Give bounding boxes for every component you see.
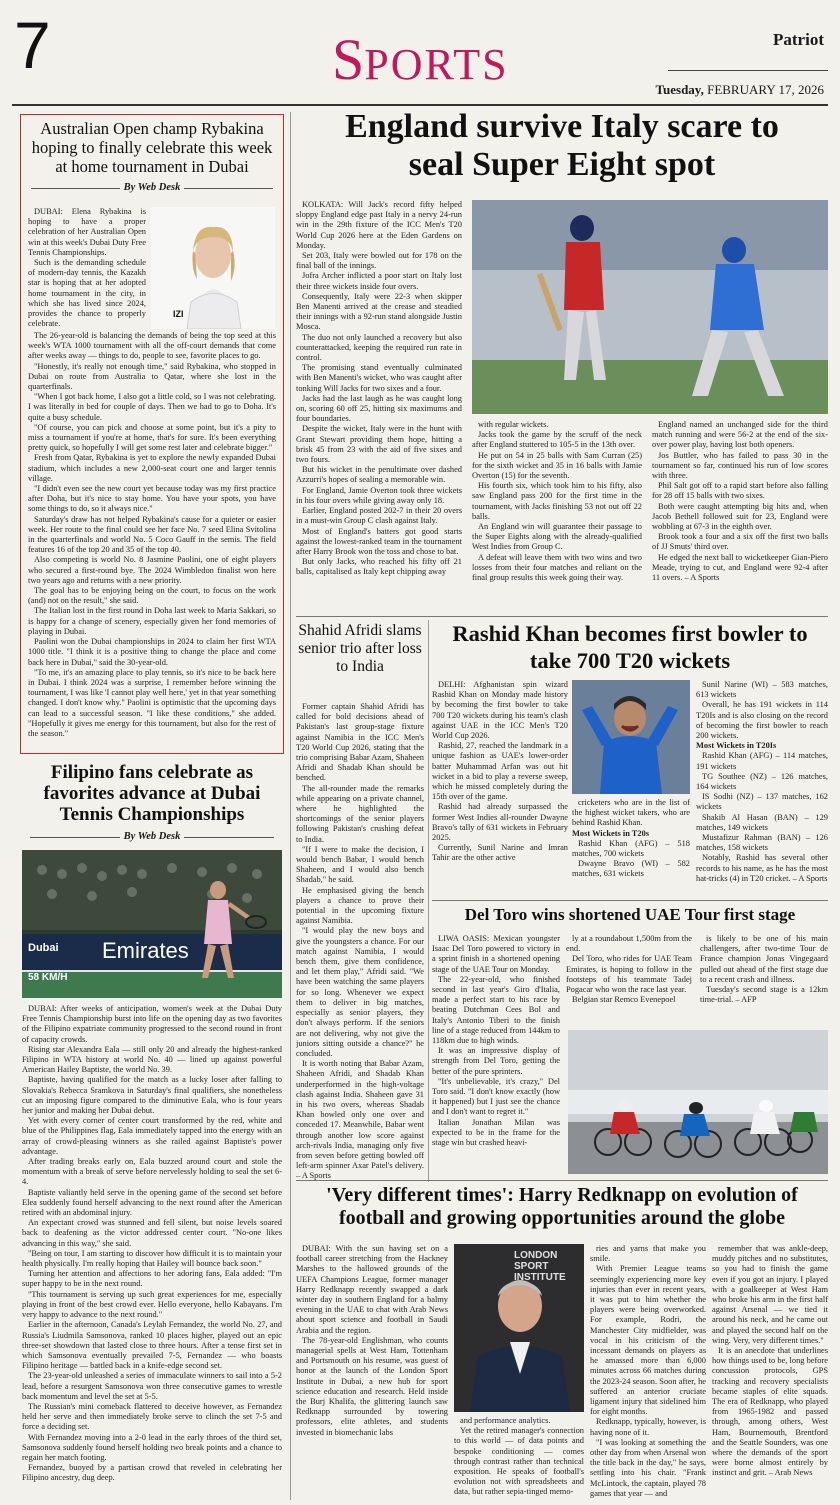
filipino-para: DUBAI: After weeks of anticipation, women's week at the Dubai Duty Free Tennis Championship burst into life on the opening day as two favorites of the Filipino expatriate community progressed to the second round in front of capacity crowds. xyxy=(22,1004,282,1044)
england-para: Set 203, Italy were bowled out for 178 on the final ball of the innings. xyxy=(296,251,462,271)
rybakina-portrait xyxy=(151,207,275,329)
rybakina-para: "To me, it's an amazing place to play tennis, so it's nice to be back here in Dubai. I think 2024 was a surprise, I remember before winning the tournament, I was like 'I cannot play well here,' yet in that year something changed. I don't know why." Paolini is optimistic that the upcoming days can lead to a successful season. "I like these conditions," she added. "Hopefully it gives me energy for this tournament, but also for the rest of the season." xyxy=(28,667,276,738)
redknapp-photo-backdrop-text: LONDON SPORT INSTITUTE xyxy=(514,1250,566,1283)
issue-date xyxy=(656,82,824,98)
redknapp-col1 xyxy=(296,1244,448,1438)
rybakina-para: The Italian lost in the first round in Doha last week to Maria Sakkari, so is happy for a change of scenery, especially given her fond memories of playing in Dubai. xyxy=(28,606,276,636)
filipino-para: Earlier in the afternoon, Canada's Leylah Fernandez, the world No. 27, and Russia's Liudmila Samsonova, ranked 10 places higher, played out an epic three-set showdown that lasted close to three hours. After a tense first set in which Samsonova eventually prevailed 7-5, Fernandez — who boasts Filipino heritage — battled back in a knife-edge second set. xyxy=(22,1320,282,1371)
redknapp-photo xyxy=(454,1244,584,1412)
filipino-para: Rising star Alexandra Eala — still only 20 and already the highest-ranked Filipino in WTA history at world No. 40 — lined up against powerful American Hailey Baptiste, the world No. 39. xyxy=(22,1044,282,1075)
filipino-article xyxy=(20,760,284,1500)
rashid-para: Currently, Sunil Narine and Imran Tahir are the other active xyxy=(432,843,568,863)
deltoro-para: "It's unbelievable, it's crazy," Del Toro said. "I don't know exactly (how it happened) but I just see the chance and I don't want to regret it." xyxy=(432,1076,560,1117)
deltoro-para: Italian Jonathan Milan was expected to be in the frame for the stage win but crashed heavi- xyxy=(432,1117,560,1148)
rashid-list-item: Mustafizur Rahman (BAN) – 126 matches, 158 wickets xyxy=(696,833,828,853)
rashid-list-item: Rashid Khan (AFG) – 114 matches, 191 wickets xyxy=(696,751,828,771)
rashid-list-item: Dwayne Bravo (WI) – 582 matches, 631 wickets xyxy=(572,859,690,879)
england-para: The duo not only launched a recovery but also counterattacked, keeping the required run rate in control. xyxy=(296,332,462,363)
rashid-list-item: Rashid Khan (AFG) – 518 matches, 700 wickets xyxy=(572,838,690,859)
rashid-list-item: Sunil Narine (WI) – 583 matches, 613 wickets xyxy=(696,680,828,700)
england-para: But his wicket in the penultimate over dashed Azzurri's hopes of sealing a memorable win. xyxy=(296,465,462,485)
redknapp-col2 xyxy=(454,1416,584,1498)
filipino-para: Turning her attention and affections to her adoring fans, Eala added: "I'm super happy to be in the next round. xyxy=(22,1269,282,1289)
section-title-rest: PORTS xyxy=(364,40,509,89)
redknapp-para: ries and yarns that make you smile. xyxy=(590,1244,706,1264)
england-para: He edged the next ball to wicketkeeper Gian-Piero Meade, trying to cut, and England were 92-4 after 11 overs. – A Sports xyxy=(652,552,828,583)
redknapp-col4 xyxy=(712,1244,828,1479)
cricket-match-image xyxy=(472,200,828,414)
deltoro-para: is likely to be one of his main challengers, after two-time Tour de France champion Jonas Vingegaard pulled out ahead of the first stage due to a recent crash and illness. xyxy=(700,934,828,984)
rashid-headline: Rashid Khan becomes first bowler to take 700 T20 wickets xyxy=(452,621,808,673)
redknapp-para: remember that was ankle-deep, muddy pitches and no substitutes, so you had to finish the game even if you got an injury. I played with a goalkeeper at West Ham who broke his arm in the first half against Arsenal — we tied it around his neck, and he came out and played the second half on the wing. Very, very different times." xyxy=(712,1244,828,1345)
redknapp-para: Redknapp, typically, however, is having none of it. xyxy=(590,1417,706,1437)
column-divider xyxy=(290,112,291,1500)
photo-board-speed: 58 KM/H xyxy=(28,972,68,983)
section-title-initial: S xyxy=(332,27,365,92)
rybakina-para: Paolini won the Dubai championships in 2024 to claim her first WTA 1000 title. "I think it is a positive thing to change the place and come back here in Dubai," said the 30-year-old. xyxy=(28,637,276,667)
column-divider xyxy=(428,620,429,1182)
england-col3 xyxy=(652,420,828,583)
england-para: Despite the wicket, Italy were in the hunt with Grant Stewart providing them hope, hitting a brisk 45 from 23 with the aid of five sixes and two fours. xyxy=(296,424,462,465)
afridi-para: "If I were to make the decision, I would bench Babar, I would bench Shaheen, and I would also bench Shadab," he said. xyxy=(296,844,424,885)
filipino-para: "Being on tour, I am starting to discover how difficult it is to maintain your health physically. I'm really hoping that Hailey will bounce back soon." xyxy=(22,1248,282,1269)
deltoro-para: Belgian star Remco Evenepoel xyxy=(572,995,676,1005)
england-para: with regular wickets. xyxy=(478,420,549,429)
afridi-headline: Shahid Afridi slams senior trio after loss to India xyxy=(298,622,422,675)
england-para: His fourth six, which took him to his fifty, also saw England pass 200 for the first time in the tournament, with Jacks finishing 53 not out off 22 balls. xyxy=(472,481,642,521)
rybakina-para: Saturday's draw has not helped Rybakina's cause for a quieter or easier week. Her route to the final could see her face No. 7 seed Elina Svitolina in the quarterfinals and world No. 5 Coco Gauff in the semis. The field features 16 of the top 20 and 35 of the top 40. xyxy=(28,514,276,555)
england-article xyxy=(296,108,828,618)
rashid-list-item: Shakib Al Hasan (BAN) – 129 matches, 149 wickets xyxy=(696,812,828,832)
rybakina-photo xyxy=(151,207,275,329)
afridi-body xyxy=(296,702,424,1182)
rashid-article xyxy=(432,620,828,900)
england-para: KOLKATA: Will Jack's record fifty helped sloppy England edge past Italy in a nervy 24-run win in the 29th fixture of the ICC Men's T20 World Cup 2026 here at the Eden Gardens on Monday. xyxy=(296,200,462,250)
england-para: But only Jacks, who reached his fifty off 21 balls, capitalised as Italy kept chipping away xyxy=(296,557,462,577)
redknapp-para: DUBAI: With the sun having set on a football career stretching from the Hackney Marshes to the hallowed grounds of the UEFA Champions League, former manager Harry Redknapp recently swapped a dark winter day in southern England for a balmy evening in the UAE to chat with Arab News about sport science and football in Saudi Arabia and the region. xyxy=(296,1244,448,1335)
deltoro-col2 xyxy=(566,934,692,1005)
rybakina-para: Fresh from Qatar, Rybakina is yet to explore the newly expanded Dubai stadium, which includes a new 2,000-seat court one and larger tennis village. xyxy=(28,453,276,483)
cyclists-sprint-image xyxy=(568,1030,828,1174)
photo-board-emirates: Emirates xyxy=(102,938,189,963)
england-para: Jos Buttler, who has failed to pass 30 in the tournament so far, continued his run of low scores with three. xyxy=(652,450,828,481)
rybakina-intro xyxy=(28,207,146,329)
photo-board-dubai: Dubai xyxy=(28,942,59,954)
deltoro-para: Tuesday's second stage is a 12km time-trial. – AFP xyxy=(700,985,828,1005)
rybakina-para: Such is the demanding schedule of modern-day tennis, the Kazakh star is hoping that at her adopted home tournament in the city, in which she has lived since 2024, provides the chance to properly celebrate. xyxy=(28,258,146,329)
england-photo xyxy=(472,200,828,414)
england-para: Phil Salt got off to a rapid start before also falling for 28 off 15 balls with two sixes. xyxy=(652,481,828,501)
rybakina-headline: Australian Open champ Rybakina hoping to finally celebrate this week at home tournament in Dubai xyxy=(31,119,273,176)
afridi-para: The all-rounder made the remarks while appearing on a private channel, where he highlighted the shortcomings of the senior players following Pakistan's crushing defeat to India. xyxy=(296,783,424,844)
rybakina-para: "Honestly, it's really not enough time," said Rybakina, who stopped in Dubai on route from Australia to Qatar, where she lost in the quarterfinals. xyxy=(28,361,276,392)
england-para: A defeat will leave them with two wins and two losses from their four matches and reliant on the final group results this week going their way. xyxy=(472,552,642,583)
deltoro-col3 xyxy=(700,934,828,1005)
rashid-list-title: Most Wickets in T20Is xyxy=(696,741,777,751)
deltoro-para: Del Toro, who rides for UAE Team Emirates, is hoping to follow in the footsteps of his teammate Tadej Pogacar who won the race last year. xyxy=(566,954,692,995)
section-divider xyxy=(296,1180,828,1181)
deltoro-para: It was an impressive display of strength from Del Toro, getting the better of the pure sprinters. xyxy=(432,1046,560,1076)
rybakina-article xyxy=(20,114,284,754)
rashid-col3 xyxy=(696,680,828,884)
rashid-para: Notably, Rashid has several other records to his name, as he has the most hat-tricks (4) in T20 cricket. – A Sports xyxy=(696,853,828,883)
redknapp-col3 xyxy=(590,1244,706,1499)
issue-day: Tuesday, xyxy=(655,82,704,97)
filipino-para: Fernandez, buoyed by a partisan crowd that reveled in celebrating her Filipino ancestry, dug deep. xyxy=(22,1463,282,1483)
rashid-para: DELHI: Afghanistan spin wizard Rashid Khan on Monday made history by becoming the first bowler to take 700 T20 wickets during his team's clash against UAE in the ICC Men's T20 World Cup 2026. xyxy=(432,680,568,741)
filipino-para: An expectant crowd was stunned and fell silent, but noise levels soared back to deafening as the victor addressed center court. "No-one likes advancing in this way," she said. xyxy=(22,1218,282,1248)
filipino-body xyxy=(22,1004,282,1484)
rybakina-para: The goal has to be enjoying being on the court, to focus on the work (and) not on the result," she said. xyxy=(28,586,276,606)
filipino-photo xyxy=(22,850,282,998)
rybakina-para: Also competing is world No. 8 Jasmine Paolini, one of eight players who secured a first-round bye. The 2024 Wimbledon finalist won here two years ago and returns with a new priority. xyxy=(28,555,276,585)
england-para: Jacks took the game by the scruff of the neck after England stuttered to 105-5 in the 13th over. xyxy=(472,430,642,450)
deltoro-para: ly at a roundabout 1,500m from the end. xyxy=(566,934,692,954)
redknapp-headline: 'Very different times': Harry Redknapp on evolution of football and growing opportunities around the globe xyxy=(326,1184,798,1229)
rybakina-para: DUBAI: Elena Rybakina is hoping to have a proper celebration of her Australian Open win at this week's Dubai Duty Free Tennis Championships. xyxy=(28,207,146,257)
england-para: Consequently, Italy were 22-3 when skipper Ben Manenti arrived at the crease and steadied their innings with a 92-run stand alongside Justin Mosca. xyxy=(296,291,462,332)
rybakina-byline: By Web Desk xyxy=(21,182,283,193)
rashid-list-item: TG Southee (NZ) – 126 matches, 164 wickets xyxy=(696,771,828,792)
rybakina-body xyxy=(28,331,276,739)
redknapp-para: The 78-year-old Englishman, who counts managerial spells at West Ham, Tottenham and Portsmouth on his resume, was guest of honor at the launch of the London Sport Institute in Dubai, a new hub for sport science education and research. Held inside the Burj Khalifa, the glittering launch saw Redknapp surrounded by towering professors, elite athletes, and students invested in biomechanic labs xyxy=(296,1335,448,1437)
england-col1 xyxy=(296,200,462,578)
afridi-para: Former captain Shahid Afridi has called for bold decisions ahead of Pakistan's last group-stage fixture against Namibia in the ICC Men's T20 World Cup 2026, stating that the trio comprising Babar Azam, Shaheen Afridi and Shadab Khan should be benched. xyxy=(296,702,424,783)
england-para: Earlier, England posted 202-7 in their 20 overs in a must-win Group C clash against Italy. xyxy=(296,506,462,526)
england-para: Jacks had the last laugh as he was caught long on, scoring 60 off 25, hitting six maximums and four boundaries. xyxy=(296,393,462,424)
afridi-article xyxy=(296,620,424,1182)
paper-rule xyxy=(668,70,828,71)
england-col2 xyxy=(472,420,642,583)
deltoro-article xyxy=(432,904,828,1178)
filipino-para: After trading breaks early on, Eala buzzed around court and stole the momentum with a break of serve before nervelessly holding to seal the set 6-4. xyxy=(22,1157,282,1187)
england-para: Jofra Archer inflicted a poor start on Italy lost their three wickets inside four overs. xyxy=(296,271,462,291)
filipino-para: Yet with every corner of center court transformed by the red, white and blue of the Philippines flag, Eala immediately tapped into the energy with an array of crowd-pleasing winners as she railed against Baptiste's power advantage. xyxy=(22,1116,282,1156)
masthead-divider xyxy=(12,104,828,106)
afridi-para: "I would play the new boys and give the youngsters a chance. For our match against Namibia, I would bench them, give them confidence, and let them play," Afridi said. "We have been watching the same players for so long. Whenever we expect them to deliver in big matches, especially as senior players, they don't always perform. If the seniors are not delivering, why not give the juniors sitting outside a chance?" he concluded. xyxy=(296,926,424,1058)
rashid-photo xyxy=(572,680,690,794)
deltoro-para: The 22-year-old, who finished second in last year's Giro d'Italia, made a perfect start to his race by beating Dutchman Cees Bol and Italy's Antonio Tiberi to the finish line of a stage reduced from 144km to 118km due to high winds. xyxy=(432,974,560,1046)
svg-text:IZI: IZI xyxy=(173,309,184,319)
rashid-para: Overall, he has 191 wickets in 114 T20Is and is also closing on the record of becoming the first bowler to reach 200 wickets. xyxy=(696,700,828,741)
rybakina-para: "When I got back home, I also got a little cold, so I was not celebrating. I was literally in bed for couple of days. Then we had to go to Doha. It's quite a busy schedule. xyxy=(28,392,276,422)
rashid-list-title: Most Wickets in T20s xyxy=(572,828,650,838)
redknapp-para: It is an anecdote that underlines how things used to be, long before concussion protocols, GPS tracking and recovery specialists became staples of elite squads. The era of Redknapp, who played from 1965-1982 and passed through, among others, West Ham, Bournemouth, Brentford and the Seattle Sounders, was one where the demands of the sport were borne almost entirely by instinct and grit. – Arab News xyxy=(712,1346,828,1478)
section-divider xyxy=(296,616,828,617)
rashid-para: Rashid had already surpassed the former West Indies all-rounder Dwayne Bravo's tally of 631 wickets in February 2025. xyxy=(432,802,568,843)
filipino-para: Baptiste, having qualified for the match as a lucky loser after falling to Slovakia's Rebecca Sramkova in Saturday's final qualifiers, she nonetheless cut an imposing figure compared to the diminutive Eala, who is four years her junior and making her Dubai debut. xyxy=(22,1075,282,1116)
filipino-headline: Filipino fans celebrate as favorites advance at Dubai Tennis Championships xyxy=(43,762,261,825)
section-title xyxy=(332,26,509,93)
deltoro-headline: Del Toro wins shortened UAE Tour first stage xyxy=(464,905,796,924)
issue-date-text: FEBRUARY 17, 2026 xyxy=(707,82,824,97)
england-para: England named an unchanged side for the third match running and were 56-2 at the end of the six-over power play, having lost both openers. xyxy=(652,420,828,450)
england-para: Both were caught attempting big hits and, when Jacob Bethell followed suit for 23, England were wobbling at 67-3 in the eighth over. xyxy=(652,501,828,532)
paper-name: Patriot xyxy=(773,30,824,49)
deltoro-para: LIWA OASIS: Mexican youngster Isaac Del Toro powered to victory in a sprint finish in a shortened opening stage of the UAE Tour on Monday. xyxy=(432,934,560,974)
england-para: For England, Jamie Overton took three wickets in his four overs while giving away only 18. xyxy=(296,485,462,505)
rashid-para: Rashid, 27, reached the landmark in a unique fashion as UAE's lower-order batter Muhammad Arfan was out hit wicket in a bid to play a reverse sweep, which he missed completely during the 15th over of the game. xyxy=(432,741,568,802)
england-para: The promising stand eventually culminated with Ben Manenti's wicket, who was caught after tonking Will Jacks for two sixes and a four. xyxy=(296,363,462,393)
rybakina-para: The 26-year-old is balancing the demands of being the top seed at this week's WTA 1000 tournament with all the off-court demands that come after weeks away — things to do, people to see, favorite places to go. xyxy=(28,331,276,361)
filipino-byline: By Web Desk xyxy=(20,831,284,842)
page-number: 7 xyxy=(14,8,51,82)
afridi-para: He emphasised giving the bench players a chance to prove their potential in the upcoming fixture against Namibia. xyxy=(296,885,424,926)
deltoro-col1 xyxy=(432,934,560,1148)
england-para: An England win will guarantee their passage to the Super Eights along with the already-qualified West Indies from Group C. xyxy=(472,522,642,552)
rashid-khan-image xyxy=(572,680,690,794)
filipino-para: The Russian's mini comeback flattered to deceive however, as Fernandez held her serve and then immediately broke serve to clinch the set 7-5 and force a deciding set. xyxy=(22,1401,282,1432)
redknapp-para: With Premier League teams seemingly experiencing more key injuries than ever in recent years, it was put to him whether the players were being overworked. For example, Rodri, the Manchester City midfielder, was vocal in his criticism of the incessant demands on players as he amassed more than 6,000 minutes across 66 matches during the 2023-24 season. Soon after, he suffered an anterior cruciate ligament injury that sidelined him for eight months. xyxy=(590,1264,706,1417)
rashid-list-item: IS Sodhi (NZ) – 137 matches, 162 wickets xyxy=(696,792,828,812)
filipino-para: Baptiste valiantly held serve in the opening game of the second set before Elea suddenly found herself advancing to the next round after the American retired with an abdominal injury. xyxy=(22,1187,282,1218)
rashid-col1 xyxy=(432,680,568,864)
england-para: Most of England's batters got good starts against the lowest-ranked team in the tournament after Harry Brook won the toss and chose to bat. xyxy=(296,526,462,556)
masthead xyxy=(0,0,840,108)
england-headline: England survive Italy scare to seal Super Eight spot xyxy=(345,108,779,183)
filipino-para: The 23-year-old unleashed a series of immaculate winners to sail into a 5-2 lead, before a resurgent Samsonova won three consecutive games to wrestle back momentum and level the set at 5-5. xyxy=(22,1371,282,1401)
filipino-para: "This tournament is serving up such great experiences for me, especially playing in front of the best crowd ever. Hello everyone, hello Kabayans. I'm very happy to advance to the next round." xyxy=(22,1289,282,1320)
rashid-para: cricketers who are in the list of the highest wicket takers, who are behind Rashid Khan. xyxy=(572,798,690,828)
england-para: He put on 54 in 25 balls with Sam Curran (25) for the sixth wicket and 35 in 16 balls with Jamie Overton (15) for the seventh. xyxy=(472,450,642,481)
afridi-para: It is worth noting that Babar Azam, Shaheen Afridi, and Shadab Khan underperformed in the high-voltage clash against India. Shaheen gave 31 in his two overs, whereas Shadab Khan bowled only one over and conceded 17. Meanwhile, Babar went through another low score against arch-rivals India, managing only five from seven before getting bowled off left-arm spinner Axar Patel's delivery. – A Sports xyxy=(296,1059,424,1181)
redknapp-article xyxy=(296,1184,828,1502)
filipino-para: With Fernandez moving into a 2-0 lead in the early throes of the third set, Samsonova suddenly found herself holding two break points and a chance to regain her match footing. xyxy=(22,1432,282,1462)
england-para: Brook took a four and a six off the first two balls of JJ Smuts' third over. xyxy=(652,532,828,552)
rashid-col2 xyxy=(572,798,690,880)
rybakina-para: "I didn't even see the new court yet because today was my first practice after Doha, but it's nice to stay home. You have your spots, you have some things to do, so it always nice." xyxy=(28,484,276,514)
redknapp-para: Yet the retired manager's connection to this world — of data points and bespoke conditioning — comes through contrast rather than technical exposition. He speaks of football's evolution not with spreadsheets and data, but rather sepia-tinged memo- xyxy=(454,1426,584,1497)
section-divider xyxy=(432,900,828,901)
redknapp-para: "I was looking at something the other day from when Arsenal won the title back in the day," he says, settling into his chair. "Frank McLintock, the captain, played 78 games that year — and xyxy=(590,1437,706,1498)
redknapp-para: and performance analytics. xyxy=(460,1416,551,1425)
rybakina-para: "Of course, you can pick and choose at some point, but it's a pity to miss a tournament if you're at home, that's for sure. It's been everything pretty quick, so hopefully I will get some rest later and celebrate bigger." xyxy=(28,422,276,453)
deltoro-photo xyxy=(568,1030,828,1174)
